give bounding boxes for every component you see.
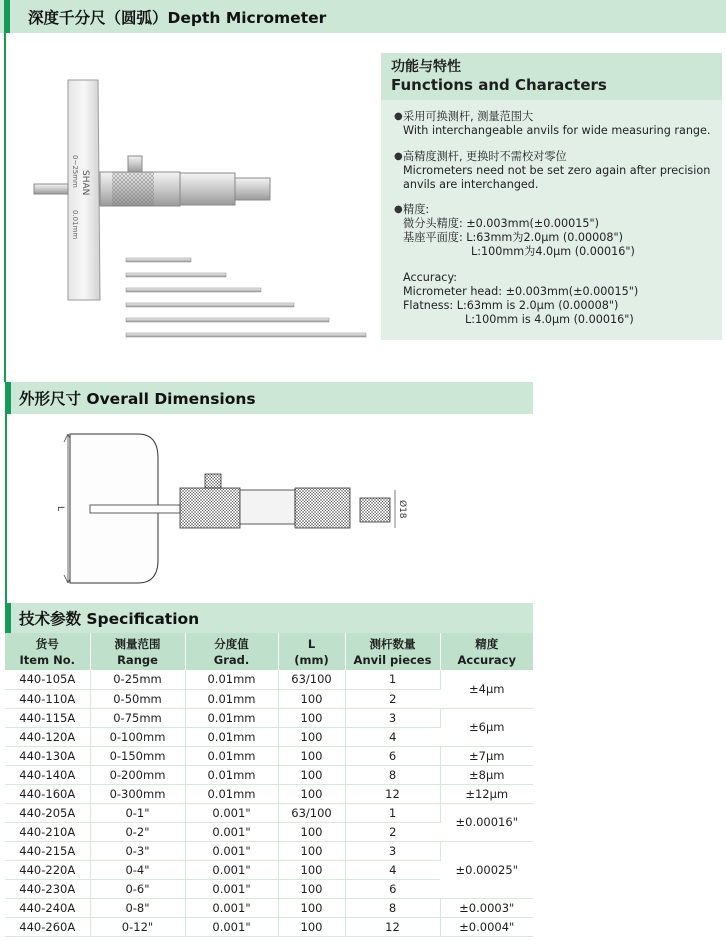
accuracy-line-3: L:100mm is 4.0µm (0.00016") — [465, 313, 634, 326]
table-row — [5, 784, 533, 803]
feature-2-zh: 高精度测杆, 更换时不需校对零位 — [403, 150, 567, 163]
grad-cell: 0.001" — [185, 898, 278, 917]
grad-cell: 0.001" — [185, 841, 278, 860]
length-cell: 100 — [278, 898, 345, 917]
anvil-pieces-cell: 2 — [345, 822, 440, 841]
range-cell: 0-2" — [90, 822, 185, 841]
accuracy-cell: ±0.0003" — [440, 898, 533, 917]
item-no-cell: 440-140A — [5, 765, 90, 784]
anvil-pieces-cell: 6 — [345, 879, 440, 898]
drawing-thimble — [295, 488, 350, 528]
range-cell: 0-200mm — [90, 765, 185, 784]
dimension-drawing — [30, 428, 430, 593]
range-cell: 0-75mm — [90, 708, 185, 727]
drawing-spindle — [90, 505, 180, 513]
table-row — [5, 765, 533, 784]
micrometer-knurl — [112, 172, 154, 206]
grad-cell: 0.01mm — [185, 727, 278, 746]
page-title: 深度千分尺（圆弧）Depth Micrometer — [28, 8, 327, 27]
accuracy-line-1: Micrometer head: ±0.003mm(±0.00015") — [403, 285, 639, 298]
length-cell: 100 — [278, 689, 345, 708]
micrometer-spindle — [34, 184, 68, 194]
dimensions-frame-line — [5, 414, 7, 603]
item-no-cell: 440-215A — [5, 841, 90, 860]
length-cell: 63/100 — [278, 670, 345, 689]
grad-cell: 0.01mm — [185, 670, 278, 689]
grad-cell: 0.01mm — [185, 765, 278, 784]
micrometer-thimble — [180, 173, 235, 205]
drawing-barrel — [180, 488, 240, 528]
specification-table-body — [5, 670, 533, 936]
item-no-cell: 440-110A — [5, 689, 90, 708]
accuracy-cell: ±8µm — [440, 765, 533, 784]
item-no-cell: 440-130A — [5, 746, 90, 765]
range-cell: 0-6" — [90, 879, 185, 898]
dimensions-title-bar — [5, 382, 533, 414]
accuracy-cell: ±4µm — [440, 670, 533, 708]
item-no-cell: 440-240A — [5, 898, 90, 917]
bullet-icon: ● — [394, 204, 403, 215]
table-row — [5, 917, 533, 936]
anvil-pieces-cell: 12 — [345, 917, 440, 936]
table-row — [5, 670, 533, 689]
range-cell: 0-50mm — [90, 689, 185, 708]
functions-panel — [381, 53, 722, 340]
anvil-pieces-cell: 12 — [345, 784, 440, 803]
range-cell: 0-100mm — [90, 727, 185, 746]
left-frame-line — [4, 33, 6, 382]
table-row — [5, 746, 533, 765]
anvil-pieces-cell: 8 — [345, 765, 440, 784]
range-cell: 0-25mm — [90, 670, 185, 689]
table-row — [5, 898, 533, 917]
grad-cell: 0.01mm — [185, 708, 278, 727]
header-accuracy: 精度 Accuracy — [440, 633, 533, 670]
accuracy-title: Accuracy: — [403, 271, 458, 284]
item-no-cell: 440-205A — [5, 803, 90, 822]
grad-cell: 0.01mm — [185, 784, 278, 803]
page-title-bar — [0, 0, 726, 33]
feature-2-en-1: Micrometers need not be set zero again after precision — [403, 164, 711, 177]
range-cell: 0-4" — [90, 860, 185, 879]
header-item-no: 货号 Item No. — [5, 633, 90, 670]
drawing-lock — [205, 474, 221, 488]
dimension-label-L: L — [55, 506, 65, 512]
header-anvil-pieces: 测杆数量 Anvil pieces — [345, 633, 440, 670]
length-cell: 100 — [278, 708, 345, 727]
dimension-label-dia: Ø18 — [397, 500, 407, 519]
anvil-pieces-cell: 4 — [345, 727, 440, 746]
length-cell: 100 — [278, 917, 345, 936]
bullet-icon: ● — [394, 111, 403, 122]
product-photo — [20, 60, 380, 360]
accuracy-line-2: Flatness: L:63mm is 2.0µm (0.00008") — [403, 299, 619, 312]
precision-line-2: 基座平面度: L:63mm为2.0µm (0.00008") — [403, 231, 623, 244]
length-cell: 100 — [278, 841, 345, 860]
photo-brand: SHAN — [80, 170, 90, 196]
accuracy-cell: ±7µm — [440, 746, 533, 765]
table-row — [5, 803, 533, 822]
photo-grad-label: 0.01mm — [71, 210, 79, 240]
feature-1-zh: 采用可换测杆, 测量范围大 — [403, 110, 534, 123]
anvil-pieces-cell: 6 — [345, 746, 440, 765]
length-cell: 100 — [278, 746, 345, 765]
table-header-row — [5, 633, 533, 670]
dimensions-title: 外形尺寸 Overall Dimensions — [19, 390, 256, 408]
range-cell: 0-300mm — [90, 784, 185, 803]
item-no-cell: 440-160A — [5, 784, 90, 803]
item-no-cell: 440-115A — [5, 708, 90, 727]
anvil-pieces-cell: 3 — [345, 841, 440, 860]
length-cell: 100 — [278, 727, 345, 746]
item-no-cell: 440-105A — [5, 670, 90, 689]
item-no-cell: 440-220A — [5, 860, 90, 879]
grad-cell: 0.001" — [185, 822, 278, 841]
item-no-cell: 440-210A — [5, 822, 90, 841]
grad-cell: 0.001" — [185, 917, 278, 936]
accuracy-cell: ±0.0004" — [440, 917, 533, 936]
functions-header — [381, 53, 722, 100]
micrometer-lock — [128, 156, 142, 172]
precision-title: 精度: — [403, 203, 430, 216]
precision-line-1: 微分头精度: ±0.003mm(±0.00015") — [403, 217, 599, 230]
drawing-sleeve — [240, 490, 295, 524]
item-no-cell: 440-230A — [5, 879, 90, 898]
anvil-rods — [126, 258, 366, 337]
bullet-icon: ● — [394, 151, 403, 162]
range-cell: 0-150mm — [90, 746, 185, 765]
grad-cell: 0.01mm — [185, 689, 278, 708]
anvil-pieces-cell: 1 — [345, 803, 440, 822]
range-cell: 0-3" — [90, 841, 185, 860]
range-cell: 0-8" — [90, 898, 185, 917]
header-range: 测量范围 Range — [90, 633, 185, 670]
table-row — [5, 708, 533, 727]
feature-1-en: With interchangeable anvils for wide measuring range. — [403, 124, 711, 137]
feature-2-en-2: anvils are interchanged. — [403, 178, 539, 191]
grad-cell: 0.01mm — [185, 746, 278, 765]
drawing-ratchet — [360, 498, 390, 522]
header-grad: 分度值 Grad. — [185, 633, 278, 670]
grad-cell: 0.001" — [185, 860, 278, 879]
range-cell: 0-12" — [90, 917, 185, 936]
table-row — [5, 841, 533, 860]
anvil-pieces-cell: 1 — [345, 670, 440, 689]
accuracy-cell: ±12µm — [440, 784, 533, 803]
length-cell: 100 — [278, 784, 345, 803]
length-cell: 100 — [278, 879, 345, 898]
length-cell: 100 — [278, 822, 345, 841]
item-no-cell: 440-260A — [5, 917, 90, 936]
photo-range-label: 0~25mm — [71, 155, 79, 188]
functions-title-zh: 功能与特性 — [391, 59, 461, 75]
accuracy-cell: ±0.00016" — [440, 803, 533, 841]
item-no-cell: 440-120A — [5, 727, 90, 746]
length-cell: 100 — [278, 765, 345, 784]
anvil-pieces-cell: 2 — [345, 689, 440, 708]
accuracy-cell: ±0.00025" — [440, 841, 533, 898]
specification-title-bar — [5, 603, 533, 633]
length-cell: 63/100 — [278, 803, 345, 822]
accuracy-cell: ±6µm — [440, 708, 533, 746]
grad-cell: 0.001" — [185, 803, 278, 822]
range-cell: 0-1" — [90, 803, 185, 822]
header-length: L (mm) — [278, 633, 345, 670]
specification-table — [5, 633, 533, 937]
anvil-pieces-cell: 4 — [345, 860, 440, 879]
functions-title-en: Functions and Characters — [391, 76, 607, 94]
micrometer-ratchet — [235, 178, 270, 200]
precision-line-3: L:100mm为4.0µm (0.00016") — [471, 245, 635, 258]
specification-title: 技术参数 Specification — [19, 610, 200, 628]
anvil-pieces-cell: 3 — [345, 708, 440, 727]
grad-cell: 0.001" — [185, 879, 278, 898]
length-cell: 100 — [278, 860, 345, 879]
anvil-pieces-cell: 8 — [345, 898, 440, 917]
